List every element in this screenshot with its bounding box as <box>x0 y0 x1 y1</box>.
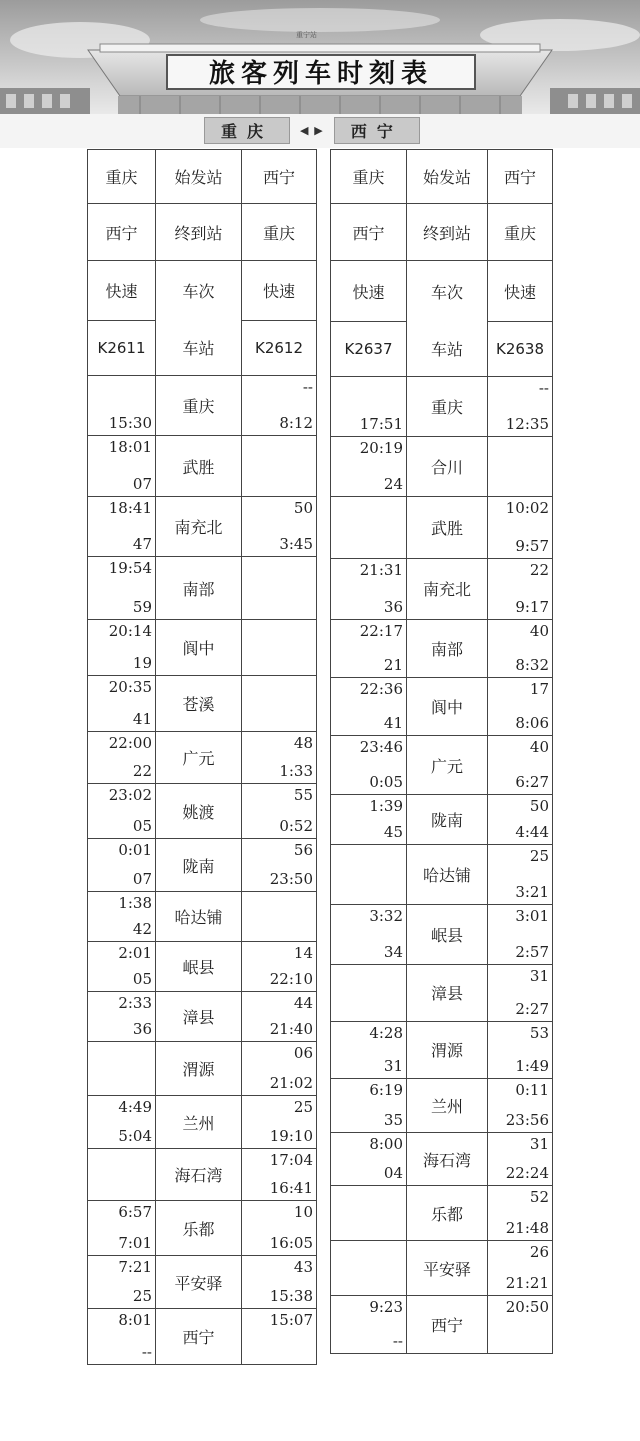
station-name: 渭源 <box>182 1060 215 1079</box>
up-train-times <box>242 676 316 731</box>
down-train-times <box>331 377 406 436</box>
arrival-time: 56 <box>293 841 313 859</box>
down-train-times <box>331 845 406 904</box>
station-row <box>331 736 553 794</box>
station-row <box>88 376 317 436</box>
down-train-times <box>88 784 155 838</box>
arrival-time: 9:23 <box>369 1297 403 1316</box>
down-train-times <box>331 795 406 844</box>
up-train-times <box>242 784 316 838</box>
down-train-times <box>88 732 155 783</box>
arrival-time: 06 <box>293 1044 313 1062</box>
station-name: 苍溪 <box>182 695 215 714</box>
origin-row <box>331 150 553 204</box>
origin-label: 始发站 <box>422 168 471 188</box>
up-train-times <box>488 845 552 904</box>
arrival-time: 18:01 <box>108 438 152 456</box>
departure-time: 23:56 <box>505 1111 549 1130</box>
down-train-times <box>88 1149 155 1200</box>
station-row <box>331 794 553 844</box>
up-train-times <box>242 732 316 783</box>
down-train-times <box>88 992 155 1041</box>
departure-time: 22:10 <box>269 970 313 988</box>
terminus-left: 西宁 <box>105 223 138 243</box>
arrival-time: 3:32 <box>369 907 403 926</box>
origin-row <box>88 150 317 204</box>
terminus-right: 重庆 <box>262 223 295 243</box>
train-type-right: 快速 <box>262 282 295 301</box>
down-train-times <box>331 497 406 557</box>
route-to: 西宁 <box>334 117 420 144</box>
down-train-times <box>331 678 406 735</box>
departure-time: 5:04 <box>118 1127 152 1145</box>
arrival-time: 44 <box>293 994 313 1012</box>
down-train-times <box>331 965 406 1020</box>
arrival-time: 8:00 <box>369 1135 403 1154</box>
station-name: 平安驿 <box>422 1259 471 1279</box>
down-train-times <box>88 1096 155 1148</box>
station-name: 漳县 <box>430 984 463 1004</box>
station-row <box>88 1149 317 1201</box>
station-name: 陇南 <box>182 856 215 876</box>
arrival-time: 20:35 <box>108 678 152 696</box>
station-name: 重庆 <box>430 398 463 418</box>
train-type-left: 快速 <box>352 282 385 302</box>
departure-time: 23:50 <box>269 870 313 888</box>
arrival-time: 8:01 <box>118 1311 152 1329</box>
arrival-time: 19:54 <box>108 559 152 577</box>
departure-time: 25 <box>132 1287 152 1305</box>
departure-time: 7:01 <box>118 1234 152 1252</box>
arrival-time: 3:01 <box>515 907 549 926</box>
arrival-time: 4:28 <box>369 1023 403 1042</box>
arrival-time: 52 <box>529 1188 549 1207</box>
up-train-times <box>242 620 316 675</box>
up-train-times <box>242 839 316 891</box>
type-row <box>88 261 317 321</box>
departure-time: 4:44 <box>515 822 549 841</box>
station-name: 姚渡 <box>182 802 215 822</box>
terminus-row <box>88 204 317 261</box>
departure-time: 8:32 <box>515 656 549 675</box>
station-row <box>331 678 553 736</box>
down-train-times <box>331 1186 406 1240</box>
up-train-times <box>488 1186 552 1240</box>
up-train-times <box>242 992 316 1041</box>
down-train-times <box>331 620 406 677</box>
departure-time: 12:35 <box>505 415 549 434</box>
departure-time: 31 <box>383 1056 403 1075</box>
station-row <box>88 1042 317 1096</box>
station-name: 武胜 <box>182 457 215 477</box>
up-train-times <box>242 497 316 556</box>
up-train-times <box>488 905 552 964</box>
station-name: 南部 <box>430 640 463 660</box>
arrival-time: 26 <box>529 1243 549 1262</box>
departure-time: 36 <box>132 1020 152 1038</box>
arrival-time: 14 <box>293 944 313 962</box>
departure-time: -- <box>141 1343 152 1361</box>
up-train-times <box>488 620 552 677</box>
up-train-times <box>242 436 316 496</box>
up-train-times <box>488 736 552 793</box>
down-train-times <box>331 736 406 793</box>
up-train-times <box>488 678 552 735</box>
down-train-times <box>331 905 406 964</box>
down-train-times <box>88 1256 155 1308</box>
arrival-time: 22:17 <box>359 621 403 640</box>
arrival-time: 22 <box>529 560 549 579</box>
arrival-time: 50 <box>529 796 549 815</box>
station-row <box>331 1295 553 1353</box>
departure-time: 16:05 <box>269 1234 313 1252</box>
departure-time: 0:52 <box>279 817 313 835</box>
departure-time: 9:17 <box>515 597 549 616</box>
station-row <box>88 436 317 497</box>
arrival-time: -- <box>538 378 549 397</box>
departure-time: 9:57 <box>515 536 549 555</box>
arrival-time: 40 <box>529 738 549 757</box>
arrival-time: 25 <box>529 846 549 865</box>
down-train-times <box>88 557 155 619</box>
down-train-times <box>88 436 155 496</box>
departure-time: 17:51 <box>359 415 403 434</box>
arrival-time: 2:33 <box>118 994 152 1012</box>
station-name: 漳县 <box>182 1008 215 1027</box>
station-name: 广元 <box>430 756 463 776</box>
departure-time: 21:02 <box>269 1074 313 1092</box>
station-row <box>88 942 317 992</box>
up-train-times <box>488 1079 552 1132</box>
arrival-time: 15:07 <box>269 1311 313 1329</box>
station-row <box>88 676 317 732</box>
down-train-times <box>88 620 155 675</box>
arrival-time: 53 <box>529 1023 549 1042</box>
station-name: 西宁 <box>182 1328 215 1347</box>
down-train-times <box>331 1022 406 1078</box>
station-name: 阆中 <box>182 639 215 658</box>
timetable-k2637 <box>330 149 553 1354</box>
arrival-time: 0:11 <box>515 1080 549 1099</box>
station-row <box>331 376 553 436</box>
arrival-time: 23:46 <box>359 738 403 757</box>
station-row <box>331 437 553 497</box>
station-name: 陇南 <box>430 810 463 830</box>
station-row <box>88 892 317 942</box>
route-indicator <box>204 118 420 142</box>
arrival-time: 55 <box>293 786 313 804</box>
departure-time: 8:12 <box>279 414 313 432</box>
station-name: 岷县 <box>430 926 463 946</box>
up-train-times <box>488 1296 552 1353</box>
train-type-left: 快速 <box>105 282 138 301</box>
arrival-time: 31 <box>529 967 549 986</box>
station-row <box>88 784 317 839</box>
station-name: 合川 <box>430 458 463 478</box>
origin-label: 始发站 <box>174 168 223 187</box>
down-train-times <box>331 1296 406 1353</box>
station-row <box>331 1241 553 1295</box>
departure-time: 42 <box>132 920 152 938</box>
arrival-time: 18:41 <box>108 499 152 517</box>
departure-time: 19 <box>132 654 152 672</box>
station-row <box>88 992 317 1042</box>
station-sign: 重宁站 <box>296 31 317 39</box>
terminus-label: 终到站 <box>422 223 471 243</box>
departure-time: 24 <box>383 475 403 494</box>
up-train-times <box>488 1241 552 1294</box>
train-number-left: K2637 <box>344 339 393 358</box>
station-name: 哈达铺 <box>174 908 223 927</box>
origin-left: 重庆 <box>352 168 385 188</box>
station-row <box>88 1256 317 1309</box>
arrival-time: 1:39 <box>369 796 403 815</box>
down-train-times <box>331 559 406 619</box>
station-row <box>88 620 317 676</box>
up-train-times <box>488 377 552 436</box>
arrival-time: 7:21 <box>118 1258 152 1276</box>
arrival-time: 6:57 <box>118 1203 152 1221</box>
up-train-times <box>242 942 316 991</box>
train-number-right: K2612 <box>254 339 303 357</box>
departure-time: 21:21 <box>505 1273 549 1292</box>
departure-time: 16:41 <box>269 1179 313 1197</box>
up-train-times <box>242 1256 316 1308</box>
up-train-times <box>488 795 552 844</box>
station-row <box>88 732 317 784</box>
station-name: 兰州 <box>430 1096 463 1116</box>
station-name: 兰州 <box>182 1113 215 1133</box>
departure-time: 1:33 <box>279 762 313 780</box>
up-train-times <box>242 892 316 941</box>
station-row <box>88 1201 317 1256</box>
page-title: 旅客列车时刻表 <box>166 54 476 90</box>
arrival-time: 43 <box>293 1258 313 1276</box>
departure-time: 21:48 <box>505 1219 549 1238</box>
origin-right: 西宁 <box>262 168 295 187</box>
station-row <box>331 1133 553 1186</box>
station-name: 平安驿 <box>174 1273 223 1293</box>
up-train-times <box>488 497 552 557</box>
arrival-time: 48 <box>293 734 313 752</box>
arrival-time: -- <box>302 378 313 396</box>
station-row <box>331 1078 553 1132</box>
terminus-label: 终到站 <box>174 223 223 243</box>
arrival-time: 10:02 <box>505 499 549 518</box>
up-train-times <box>488 1133 552 1185</box>
arrival-time: 23:02 <box>108 786 152 804</box>
down-train-times <box>88 1042 155 1095</box>
departure-time: 0:05 <box>369 772 403 791</box>
departure-time: 21:40 <box>269 1020 313 1038</box>
departure-time: 47 <box>132 535 152 553</box>
arrival-time: 4:49 <box>118 1098 152 1116</box>
station-name: 武胜 <box>430 519 463 539</box>
departure-time: 05 <box>132 817 152 835</box>
departure-time: 15:38 <box>269 1287 313 1305</box>
departure-time: 6:27 <box>515 772 549 791</box>
station-name: 海石湾 <box>174 1166 223 1185</box>
down-train-times <box>88 676 155 731</box>
arrival-time: 2:01 <box>118 944 152 962</box>
timetable-k2611 <box>87 149 317 1365</box>
station-row <box>331 1021 553 1078</box>
train-number-right: K2638 <box>495 339 544 358</box>
departure-time: 41 <box>132 710 152 728</box>
route-from: 重庆 <box>204 117 290 144</box>
arrival-time: 0:01 <box>118 841 152 859</box>
station-row <box>331 619 553 677</box>
arrival-time: 50 <box>293 499 313 517</box>
up-train-times <box>242 376 316 435</box>
station-row <box>88 1096 317 1149</box>
departure-time: 07 <box>132 870 152 888</box>
station-row <box>88 497 317 557</box>
arrival-time: 22:00 <box>108 734 152 752</box>
up-train-times <box>242 1149 316 1200</box>
down-train-times <box>88 1201 155 1255</box>
arrival-time: 6:19 <box>369 1080 403 1099</box>
station-row <box>331 905 553 965</box>
departure-time: 2:27 <box>515 999 549 1018</box>
departure-time: 8:06 <box>515 714 549 733</box>
departure-time: 15:30 <box>108 414 152 432</box>
departure-time: 21 <box>383 656 403 675</box>
station-label: 车站 <box>430 340 463 360</box>
up-train-times <box>242 1042 316 1095</box>
station-row <box>88 839 317 892</box>
station-name: 岷县 <box>182 958 215 977</box>
up-train-times <box>242 1096 316 1148</box>
arrival-time: 31 <box>529 1135 549 1154</box>
origin-left: 重庆 <box>105 168 138 187</box>
station-row <box>331 965 553 1021</box>
station-row <box>331 497 553 558</box>
station-row <box>331 558 553 619</box>
departure-time: 22:24 <box>505 1164 549 1183</box>
terminus-left: 西宁 <box>352 223 385 243</box>
station-row <box>331 1186 553 1241</box>
train-number-label: 车次 <box>430 282 463 302</box>
up-train-times <box>242 557 316 619</box>
arrival-time: 10 <box>293 1203 313 1221</box>
station-name: 乐都 <box>182 1219 215 1239</box>
station-name: 乐都 <box>430 1204 463 1224</box>
station-row <box>88 557 317 620</box>
arrival-time: 21:31 <box>359 560 403 579</box>
down-train-times <box>88 839 155 891</box>
station-row <box>88 1309 317 1365</box>
departure-time: 07 <box>132 475 152 493</box>
departure-time: 22 <box>132 762 152 780</box>
arrival-time: 17 <box>529 680 549 699</box>
arrival-time: 40 <box>529 621 549 640</box>
arrival-time: 1:38 <box>118 894 152 912</box>
origin-right: 西宁 <box>503 168 536 188</box>
station-name: 哈达铺 <box>422 865 471 885</box>
departure-time: 34 <box>383 943 403 962</box>
up-train-times <box>488 965 552 1020</box>
train-number-left: K2611 <box>97 339 146 357</box>
arrival-time: 25 <box>293 1098 313 1116</box>
train-number-label: 车次 <box>182 282 215 302</box>
terminus-right: 重庆 <box>503 223 536 243</box>
station-name: 阆中 <box>430 698 463 718</box>
arrival-time: 20:50 <box>505 1297 549 1316</box>
station-name: 南部 <box>182 579 215 599</box>
station-name: 广元 <box>182 749 215 768</box>
departure-time: 41 <box>383 714 403 733</box>
station-name: 西宁 <box>430 1315 463 1335</box>
departure-time: 45 <box>383 822 403 841</box>
station-name: 渭源 <box>430 1041 463 1061</box>
up-train-times <box>488 559 552 619</box>
up-train-times <box>488 437 552 496</box>
departure-time: 35 <box>383 1111 403 1130</box>
down-train-times <box>331 1133 406 1185</box>
station-row <box>331 844 553 904</box>
down-train-times <box>331 1241 406 1294</box>
station-name: 重庆 <box>182 397 215 416</box>
arrival-time: 20:14 <box>108 622 152 640</box>
arrival-time: 17:04 <box>269 1151 313 1169</box>
down-train-times <box>88 497 155 556</box>
station-name: 海石湾 <box>422 1150 471 1170</box>
train-type-right: 快速 <box>503 282 536 302</box>
down-train-times <box>88 1309 155 1364</box>
type-row <box>331 261 553 321</box>
departure-time: 04 <box>383 1164 403 1183</box>
arrival-time: 22:36 <box>359 680 403 699</box>
departure-time: 3:21 <box>515 883 549 902</box>
terminus-row <box>331 204 553 261</box>
departure-time: 05 <box>132 970 152 988</box>
bidirectional-arrow-icon: ◀ ▶ <box>300 123 324 137</box>
down-train-times <box>331 437 406 496</box>
departure-time: 2:57 <box>515 943 549 962</box>
down-train-times <box>88 892 155 941</box>
departure-time: 19:10 <box>269 1127 313 1145</box>
down-train-times <box>88 942 155 991</box>
departure-time: 59 <box>132 598 152 616</box>
arrival-time: 20:19 <box>359 439 403 458</box>
up-train-times <box>488 1022 552 1078</box>
down-train-times <box>88 376 155 435</box>
station-label: 车站 <box>182 339 215 359</box>
departure-time: 3:45 <box>279 535 313 553</box>
down-train-times <box>331 1079 406 1132</box>
up-train-times <box>242 1309 316 1364</box>
station-name: 南充北 <box>422 580 471 600</box>
departure-time: -- <box>392 1332 403 1350</box>
departure-time: 36 <box>383 597 403 616</box>
up-train-times <box>242 1201 316 1255</box>
station-name: 南充北 <box>174 518 223 537</box>
departure-time: 1:49 <box>515 1056 549 1075</box>
